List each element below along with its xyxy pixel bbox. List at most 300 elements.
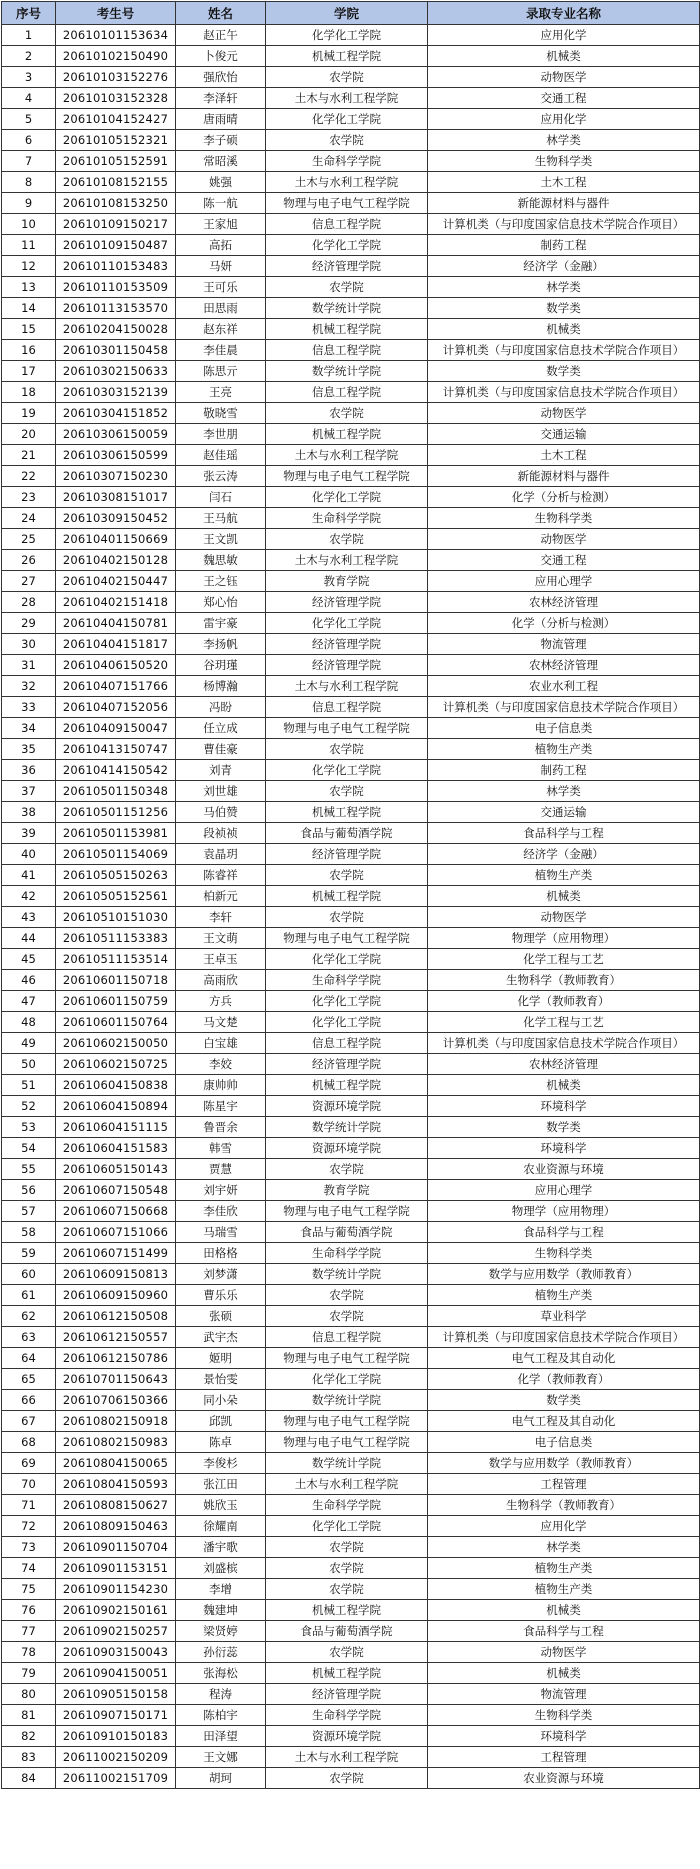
cell-name: 张海松 xyxy=(176,1663,266,1684)
cell-name: 李佳欣 xyxy=(176,1201,266,1222)
cell-major: 草业科学 xyxy=(428,1306,700,1327)
cell-college: 农学院 xyxy=(266,1558,428,1579)
cell-exam-id: 20611002151709 xyxy=(56,1768,176,1789)
cell-college: 数学统计学院 xyxy=(266,298,428,319)
cell-college: 生命科学学院 xyxy=(266,1495,428,1516)
cell-major: 工程管理 xyxy=(428,1474,700,1495)
cell-college: 信息工程学院 xyxy=(266,1033,428,1054)
cell-major: 经济学（金融） xyxy=(428,256,700,277)
cell-college: 物理与电子电气工程学院 xyxy=(266,1348,428,1369)
cell-exam-id: 20610602150725 xyxy=(56,1054,176,1075)
cell-name: 李扬帆 xyxy=(176,634,266,655)
cell-college: 生命科学学院 xyxy=(266,508,428,529)
cell-college: 农学院 xyxy=(266,1159,428,1180)
table-row xyxy=(2,991,700,1012)
cell-seq: 26 xyxy=(2,550,56,571)
cell-seq: 6 xyxy=(2,130,56,151)
cell-name: 刘青 xyxy=(176,760,266,781)
cell-college: 数学统计学院 xyxy=(266,1390,428,1411)
cell-college: 数学统计学院 xyxy=(266,1453,428,1474)
cell-exam-id: 20610701150643 xyxy=(56,1369,176,1390)
cell-name: 马伯赞 xyxy=(176,802,266,823)
cell-name: 魏建坤 xyxy=(176,1600,266,1621)
cell-college: 物理与电子电气工程学院 xyxy=(266,1411,428,1432)
table-row xyxy=(2,865,700,886)
cell-college: 土木与水利工程学院 xyxy=(266,676,428,697)
cell-seq: 64 xyxy=(2,1348,56,1369)
cell-seq: 62 xyxy=(2,1306,56,1327)
cell-exam-id: 20610907150171 xyxy=(56,1705,176,1726)
cell-name: 谷玥瑾 xyxy=(176,655,266,676)
cell-seq: 13 xyxy=(2,277,56,298)
cell-major: 物理学（应用物理） xyxy=(428,928,700,949)
cell-name: 王可乐 xyxy=(176,277,266,298)
header-college: 学院 xyxy=(266,2,428,25)
cell-major: 生物科学（教师教育） xyxy=(428,1495,700,1516)
cell-name: 姚欣玉 xyxy=(176,1495,266,1516)
table-row xyxy=(2,1516,700,1537)
cell-college: 资源环境学院 xyxy=(266,1726,428,1747)
cell-name: 程涛 xyxy=(176,1684,266,1705)
cell-major: 农林经济管理 xyxy=(428,592,700,613)
cell-exam-id: 20610204150028 xyxy=(56,319,176,340)
cell-major: 农业资源与环境 xyxy=(428,1768,700,1789)
cell-seq: 84 xyxy=(2,1768,56,1789)
cell-college: 教育学院 xyxy=(266,571,428,592)
cell-exam-id: 20610301150458 xyxy=(56,340,176,361)
cell-exam-id: 20610903150043 xyxy=(56,1642,176,1663)
cell-exam-id: 20610609150813 xyxy=(56,1264,176,1285)
cell-major: 食品科学与工程 xyxy=(428,823,700,844)
cell-exam-id: 20610105152591 xyxy=(56,151,176,172)
cell-seq: 37 xyxy=(2,781,56,802)
cell-exam-id: 20610306150059 xyxy=(56,424,176,445)
cell-major: 农业水利工程 xyxy=(428,676,700,697)
cell-seq: 20 xyxy=(2,424,56,445)
cell-major: 交通运输 xyxy=(428,802,700,823)
cell-seq: 72 xyxy=(2,1516,56,1537)
table-row xyxy=(2,361,700,382)
cell-exam-id: 20610501151256 xyxy=(56,802,176,823)
cell-major: 化学（分析与检测） xyxy=(428,613,700,634)
table-row xyxy=(2,1201,700,1222)
cell-name: 陈思亓 xyxy=(176,361,266,382)
cell-name: 唐雨晴 xyxy=(176,109,266,130)
cell-name: 王文萌 xyxy=(176,928,266,949)
cell-exam-id: 20610103152276 xyxy=(56,67,176,88)
table-row xyxy=(2,1663,700,1684)
cell-major: 数学与应用数学（教师教育） xyxy=(428,1264,700,1285)
cell-seq: 67 xyxy=(2,1411,56,1432)
cell-seq: 41 xyxy=(2,865,56,886)
table-row xyxy=(2,1411,700,1432)
cell-major: 新能源材料与器件 xyxy=(428,193,700,214)
table-row xyxy=(2,193,700,214)
cell-major: 植物生产类 xyxy=(428,1558,700,1579)
table-row xyxy=(2,1348,700,1369)
cell-exam-id: 20610109150487 xyxy=(56,235,176,256)
cell-college: 物理与电子电气工程学院 xyxy=(266,193,428,214)
cell-seq: 27 xyxy=(2,571,56,592)
cell-exam-id: 20610511153514 xyxy=(56,949,176,970)
cell-college: 生命科学学院 xyxy=(266,970,428,991)
cell-seq: 3 xyxy=(2,67,56,88)
cell-major: 计算机类（与印度国家信息技术学院合作项目） xyxy=(428,214,700,235)
table-row xyxy=(2,487,700,508)
cell-name: 贾慧 xyxy=(176,1159,266,1180)
cell-seq: 33 xyxy=(2,697,56,718)
cell-name: 王亮 xyxy=(176,382,266,403)
cell-seq: 65 xyxy=(2,1369,56,1390)
cell-exam-id: 20610612150557 xyxy=(56,1327,176,1348)
table-row xyxy=(2,1306,700,1327)
cell-name: 赵正午 xyxy=(176,25,266,46)
cell-major: 农业资源与环境 xyxy=(428,1159,700,1180)
cell-seq: 31 xyxy=(2,655,56,676)
cell-major: 生物科学类 xyxy=(428,1243,700,1264)
table-row xyxy=(2,1180,700,1201)
cell-seq: 7 xyxy=(2,151,56,172)
cell-college: 土木与水利工程学院 xyxy=(266,1747,428,1768)
table-row xyxy=(2,592,700,613)
cell-college: 农学院 xyxy=(266,1285,428,1306)
cell-college: 物理与电子电气工程学院 xyxy=(266,466,428,487)
cell-major: 应用心理学 xyxy=(428,571,700,592)
cell-exam-id: 20610910150183 xyxy=(56,1726,176,1747)
cell-name: 高拓 xyxy=(176,235,266,256)
cell-college: 化学化工学院 xyxy=(266,949,428,970)
cell-seq: 2 xyxy=(2,46,56,67)
table-row xyxy=(2,1264,700,1285)
cell-college: 经济管理学院 xyxy=(266,1054,428,1075)
cell-seq: 56 xyxy=(2,1180,56,1201)
cell-major: 数学类 xyxy=(428,1117,700,1138)
cell-seq: 29 xyxy=(2,613,56,634)
cell-exam-id: 20610804150593 xyxy=(56,1474,176,1495)
cell-major: 工程管理 xyxy=(428,1747,700,1768)
cell-college: 生命科学学院 xyxy=(266,1243,428,1264)
cell-name: 张云涛 xyxy=(176,466,266,487)
cell-seq: 68 xyxy=(2,1432,56,1453)
cell-seq: 45 xyxy=(2,949,56,970)
cell-name: 刘世雄 xyxy=(176,781,266,802)
table-row xyxy=(2,970,700,991)
table-row xyxy=(2,1558,700,1579)
cell-seq: 24 xyxy=(2,508,56,529)
cell-major: 林学类 xyxy=(428,130,700,151)
header-row xyxy=(2,2,700,25)
cell-name: 常昭溪 xyxy=(176,151,266,172)
cell-college: 经济管理学院 xyxy=(266,592,428,613)
cell-major: 化学（教师教育） xyxy=(428,1369,700,1390)
cell-name: 雷宇豪 xyxy=(176,613,266,634)
cell-major: 机械类 xyxy=(428,886,700,907)
cell-college: 机械工程学院 xyxy=(266,1600,428,1621)
cell-name: 康帅帅 xyxy=(176,1075,266,1096)
cell-seq: 79 xyxy=(2,1663,56,1684)
cell-major: 农林经济管理 xyxy=(428,1054,700,1075)
cell-college: 机械工程学院 xyxy=(266,46,428,67)
cell-major: 电子信息类 xyxy=(428,718,700,739)
cell-seq: 8 xyxy=(2,172,56,193)
table-row xyxy=(2,172,700,193)
cell-name: 李增 xyxy=(176,1579,266,1600)
cell-exam-id: 20610511153383 xyxy=(56,928,176,949)
cell-major: 应用化学 xyxy=(428,109,700,130)
table-row xyxy=(2,1705,700,1726)
table-row xyxy=(2,802,700,823)
cell-exam-id: 20610602150050 xyxy=(56,1033,176,1054)
cell-major: 植物生产类 xyxy=(428,1285,700,1306)
cell-major: 交通工程 xyxy=(428,88,700,109)
table-row xyxy=(2,949,700,970)
cell-exam-id: 20610609150960 xyxy=(56,1285,176,1306)
cell-exam-id: 20610309150452 xyxy=(56,508,176,529)
cell-college: 机械工程学院 xyxy=(266,802,428,823)
cell-college: 数学统计学院 xyxy=(266,1117,428,1138)
cell-college: 农学院 xyxy=(266,865,428,886)
table-row xyxy=(2,1684,700,1705)
cell-major: 计算机类（与印度国家信息技术学院合作项目） xyxy=(428,382,700,403)
cell-exam-id: 20610109150217 xyxy=(56,214,176,235)
cell-college: 土木与水利工程学院 xyxy=(266,172,428,193)
cell-exam-id: 20610402150128 xyxy=(56,550,176,571)
cell-name: 白宝雄 xyxy=(176,1033,266,1054)
cell-exam-id: 20610409150047 xyxy=(56,718,176,739)
cell-major: 计算机类（与印度国家信息技术学院合作项目） xyxy=(428,697,700,718)
table-row xyxy=(2,466,700,487)
cell-exam-id: 20610802150918 xyxy=(56,1411,176,1432)
table-row xyxy=(2,1621,700,1642)
table-row xyxy=(2,529,700,550)
cell-exam-id: 20610706150366 xyxy=(56,1390,176,1411)
cell-seq: 1 xyxy=(2,25,56,46)
cell-major: 机械类 xyxy=(428,1663,700,1684)
table-header xyxy=(2,2,700,25)
cell-seq: 28 xyxy=(2,592,56,613)
cell-name: 赵佳瑶 xyxy=(176,445,266,466)
cell-major: 数学与应用数学（教师教育） xyxy=(428,1453,700,1474)
cell-name: 段祯祯 xyxy=(176,823,266,844)
cell-name: 王马航 xyxy=(176,508,266,529)
cell-seq: 38 xyxy=(2,802,56,823)
cell-exam-id: 20610510151030 xyxy=(56,907,176,928)
table-row xyxy=(2,697,700,718)
cell-college: 信息工程学院 xyxy=(266,1327,428,1348)
cell-name: 李世朋 xyxy=(176,424,266,445)
cell-college: 化学化工学院 xyxy=(266,487,428,508)
cell-college: 经济管理学院 xyxy=(266,256,428,277)
cell-college: 教育学院 xyxy=(266,1180,428,1201)
cell-seq: 66 xyxy=(2,1390,56,1411)
cell-major: 农林经济管理 xyxy=(428,655,700,676)
cell-name: 李姣 xyxy=(176,1054,266,1075)
table-row xyxy=(2,130,700,151)
cell-exam-id: 20610105152321 xyxy=(56,130,176,151)
cell-seq: 18 xyxy=(2,382,56,403)
cell-seq: 54 xyxy=(2,1138,56,1159)
header-exam-id: 考生号 xyxy=(56,2,176,25)
cell-exam-id: 20610401150669 xyxy=(56,529,176,550)
table-row xyxy=(2,1054,700,1075)
cell-name: 田泽望 xyxy=(176,1726,266,1747)
cell-major: 动物医学 xyxy=(428,67,700,88)
cell-name: 强欣怡 xyxy=(176,67,266,88)
cell-seq: 59 xyxy=(2,1243,56,1264)
cell-seq: 80 xyxy=(2,1684,56,1705)
cell-name: 韩雪 xyxy=(176,1138,266,1159)
cell-seq: 75 xyxy=(2,1579,56,1600)
cell-exam-id: 20610604150838 xyxy=(56,1075,176,1096)
cell-seq: 44 xyxy=(2,928,56,949)
table-row xyxy=(2,886,700,907)
cell-major: 生物科学类 xyxy=(428,1705,700,1726)
cell-college: 化学化工学院 xyxy=(266,1516,428,1537)
cell-name: 袁晶玥 xyxy=(176,844,266,865)
cell-exam-id: 20610809150463 xyxy=(56,1516,176,1537)
cell-seq: 36 xyxy=(2,760,56,781)
cell-exam-id: 20610604151115 xyxy=(56,1117,176,1138)
table-row xyxy=(2,1033,700,1054)
cell-name: 魏思敏 xyxy=(176,550,266,571)
table-row xyxy=(2,1369,700,1390)
cell-name: 鲁晋余 xyxy=(176,1117,266,1138)
cell-seq: 82 xyxy=(2,1726,56,1747)
cell-college: 生命科学学院 xyxy=(266,1705,428,1726)
table-row xyxy=(2,109,700,130)
cell-major: 食品科学与工程 xyxy=(428,1222,700,1243)
cell-exam-id: 20610505150263 xyxy=(56,865,176,886)
cell-seq: 4 xyxy=(2,88,56,109)
cell-exam-id: 20610407152056 xyxy=(56,697,176,718)
cell-name: 卜俊元 xyxy=(176,46,266,67)
cell-exam-id: 20610612150508 xyxy=(56,1306,176,1327)
cell-college: 土木与水利工程学院 xyxy=(266,445,428,466)
cell-seq: 76 xyxy=(2,1600,56,1621)
cell-college: 化学化工学院 xyxy=(266,109,428,130)
cell-major: 化学（分析与检测） xyxy=(428,487,700,508)
cell-major: 林学类 xyxy=(428,781,700,802)
cell-major: 土木工程 xyxy=(428,445,700,466)
cell-name: 陈睿祥 xyxy=(176,865,266,886)
cell-exam-id: 20610601150764 xyxy=(56,1012,176,1033)
table-row xyxy=(2,1096,700,1117)
cell-seq: 10 xyxy=(2,214,56,235)
cell-seq: 25 xyxy=(2,529,56,550)
cell-name: 孙衍蕊 xyxy=(176,1642,266,1663)
cell-exam-id: 20610101153634 xyxy=(56,25,176,46)
cell-name: 陈柏宇 xyxy=(176,1705,266,1726)
cell-college: 化学化工学院 xyxy=(266,760,428,781)
cell-exam-id: 20610808150627 xyxy=(56,1495,176,1516)
cell-name: 赵东祥 xyxy=(176,319,266,340)
cell-major: 电气工程及其自动化 xyxy=(428,1348,700,1369)
cell-name: 陈一航 xyxy=(176,193,266,214)
cell-name: 任立成 xyxy=(176,718,266,739)
table-row xyxy=(2,1768,700,1789)
cell-college: 农学院 xyxy=(266,67,428,88)
cell-exam-id: 20610904150051 xyxy=(56,1663,176,1684)
cell-college: 数学统计学院 xyxy=(266,1264,428,1285)
cell-exam-id: 20610501154069 xyxy=(56,844,176,865)
table-row xyxy=(2,1327,700,1348)
cell-college: 化学化工学院 xyxy=(266,235,428,256)
table-row xyxy=(2,1726,700,1747)
table-row xyxy=(2,634,700,655)
table-row xyxy=(2,1159,700,1180)
cell-name: 李佳晨 xyxy=(176,340,266,361)
cell-major: 土木工程 xyxy=(428,172,700,193)
table-row xyxy=(2,844,700,865)
cell-college: 农学院 xyxy=(266,1579,428,1600)
table-row xyxy=(2,151,700,172)
table-row xyxy=(2,823,700,844)
cell-seq: 77 xyxy=(2,1621,56,1642)
header-name: 姓名 xyxy=(176,2,266,25)
cell-name: 陈星宇 xyxy=(176,1096,266,1117)
cell-seq: 16 xyxy=(2,340,56,361)
cell-name: 李俊杉 xyxy=(176,1453,266,1474)
cell-college: 农学院 xyxy=(266,781,428,802)
table-row xyxy=(2,907,700,928)
cell-name: 刘宇妍 xyxy=(176,1180,266,1201)
cell-name: 刘盛槟 xyxy=(176,1558,266,1579)
cell-name: 田格格 xyxy=(176,1243,266,1264)
cell-major: 环境科学 xyxy=(428,1138,700,1159)
table-row xyxy=(2,424,700,445)
cell-seq: 11 xyxy=(2,235,56,256)
cell-exam-id: 20610902150161 xyxy=(56,1600,176,1621)
table-row xyxy=(2,25,700,46)
table-row xyxy=(2,46,700,67)
cell-major: 数学类 xyxy=(428,361,700,382)
cell-college: 农学院 xyxy=(266,277,428,298)
cell-college: 物理与电子电气工程学院 xyxy=(266,928,428,949)
cell-seq: 74 xyxy=(2,1558,56,1579)
cell-exam-id: 20610501153981 xyxy=(56,823,176,844)
cell-college: 信息工程学院 xyxy=(266,382,428,403)
cell-college: 机械工程学院 xyxy=(266,424,428,445)
cell-major: 交通工程 xyxy=(428,550,700,571)
cell-exam-id: 20610113153570 xyxy=(56,298,176,319)
cell-college: 化学化工学院 xyxy=(266,613,428,634)
cell-major: 物理学（应用物理） xyxy=(428,1201,700,1222)
table-row xyxy=(2,1537,700,1558)
cell-major: 数学类 xyxy=(428,1390,700,1411)
cell-major: 交通运输 xyxy=(428,424,700,445)
cell-name: 姬明 xyxy=(176,1348,266,1369)
cell-exam-id: 20610104152427 xyxy=(56,109,176,130)
cell-seq: 17 xyxy=(2,361,56,382)
cell-seq: 35 xyxy=(2,739,56,760)
cell-name: 高雨欣 xyxy=(176,970,266,991)
table-row xyxy=(2,1495,700,1516)
cell-major: 环境科学 xyxy=(428,1096,700,1117)
cell-name: 景怡雯 xyxy=(176,1369,266,1390)
cell-college: 信息工程学院 xyxy=(266,697,428,718)
admission-table xyxy=(1,1,700,1789)
table-row xyxy=(2,1138,700,1159)
cell-college: 食品与葡萄酒学院 xyxy=(266,1621,428,1642)
table-row xyxy=(2,235,700,256)
cell-major: 电气工程及其自动化 xyxy=(428,1411,700,1432)
cell-major: 制药工程 xyxy=(428,235,700,256)
cell-seq: 83 xyxy=(2,1747,56,1768)
cell-exam-id: 20610108152155 xyxy=(56,172,176,193)
cell-major: 植物生产类 xyxy=(428,865,700,886)
cell-major: 植物生产类 xyxy=(428,1579,700,1600)
table-row xyxy=(2,550,700,571)
